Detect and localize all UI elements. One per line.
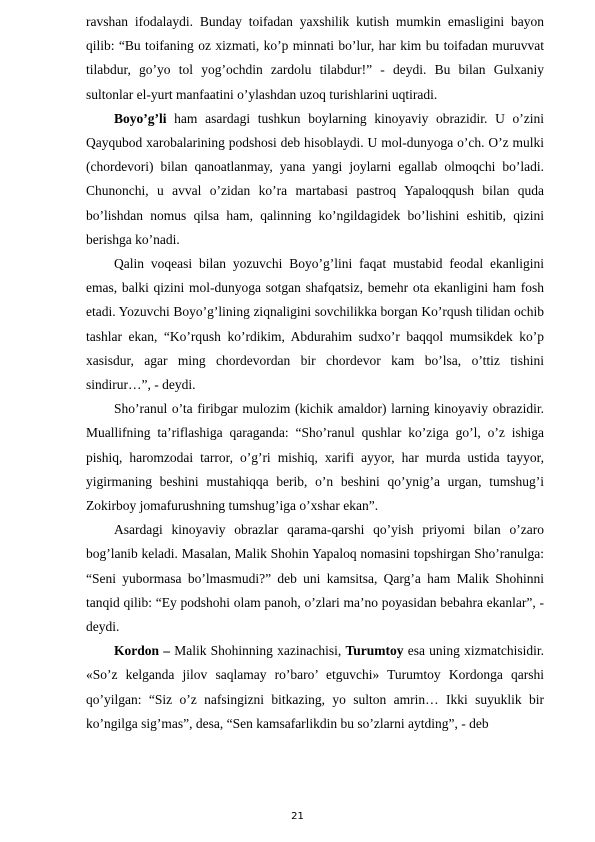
paragraph-6: Kordon – Malik Shohinning xazinachisi, Turumtoy esa uning xizmatchisidir. «So’z kelganda jilov saqlamay ro’baro’ etguvchi» Turumtoy Kordonga qarshi qo’yilgan: “Siz o’z nafsingizni bitkazing, yo sulton amrin… Ikki suyuklik bir ko’ngilga sig’mas”, desa, “Sen kamsafarlikdin bu so’zlarni aytding”, - deb: [86, 643, 544, 731]
term-turumtoy: Turumtoy: [345, 643, 404, 659]
paragraph-5: Asardagi kinoyaviy obrazlar qarama-qarshi qo’yish priyomi bilan o’zaro bog’lanib keladi. Masalan, Malik Shohin Yapaloq nomasini topshirgan Sho’ranulga: “Seni yubormasa bo’lmasmudi?” deb uni kamsitsa, Qarg’a ham Malik Shohinni tanqid qilib: “Ey podshohi olam panoh, o’zlari ma’no poyasidan bebahra ekanlar”, - deydi.: [86, 522, 544, 635]
body-text: [86, 10, 544, 736]
term-kordon: Kordon: [114, 643, 160, 659]
paragraph-1: ravshan ifodalaydi. Bunday toifadan yaxshilik kutish mumkin emasligini bayon qilib: “Bu toifaning oz xizmati, ko’p minnati bo’lur, har kim bu toifadan muruvvat tilabdur, go’yo tol yog’ochdin zardolu tilabdur!” - deydi. Bu bilan Gulxaniy sultonlar el-yurt manfaatini o’ylashdan uzoq turishlarini uqtiradi.: [86, 14, 544, 102]
term-boyogli: Boyo’g’li: [114, 110, 167, 126]
paragraph-3: Qalin voqeasi bilan yozuvchi Boyo’g’lini faqat mustabid feodal ekanligini emas, balki qizini mol-dunyoga sotgan shafqatsiz, bemehr ota ekanligini ham fosh etadi. Yozuvchi Boyo’g’lining ziqnaligini sovchilikka borgan Ko’rqush tilidan ochib tashlar ekan, “Ko’rqush ko’rdikim, Abdurahim sudxo’r baqqol mumsikdek ko’p xasisdur, agar ming chordevordan bir chordevor kam bo’lsa, o’ttiz tishini sindirur…”, - deydi.: [86, 256, 544, 393]
paragraph-2: Boyo’g’li ham asardagi tushkun boylarning kinoyaviy obrazidir. U o’zini Qayqubod xarobalarining podshosi deb hisoblaydi. U mol-dunyoga o’ch. O’z mulki (chordevori) bilan qanoatlanmay, yana yangi joylarni egallab olmoqchi bo’ladi. Chunonchi, u avval o’zidan ko’ra martabasi pastroq Yapaloqqush bilan quda bo’lishdan nomus qilsa ham, qalinning ko’ngildagidek bo’lishini eshitib, qizini berishga ko’nadi.: [86, 110, 544, 247]
page-number: 21: [291, 811, 304, 822]
paragraph-4: Sho’ranul o’ta firibgar mulozim (kichik amaldor) larning kinoyaviy obrazidir. Muallifning ta’riflashiga qaraganda: “Sho’ranul qushlar ko’ziga go’l, o’z ishiga pishiq, haromzodai tarror, o’g’ri mishiq, xarifi ayyor, har murda ustida tayyor, yigirmaning beshini mustahiqqa berib, o’n beshini qo’ynig’a urgan, tumshug’i Zokirboy jomafurushning tumshug’iga o’xshar ekan”.: [86, 401, 544, 514]
